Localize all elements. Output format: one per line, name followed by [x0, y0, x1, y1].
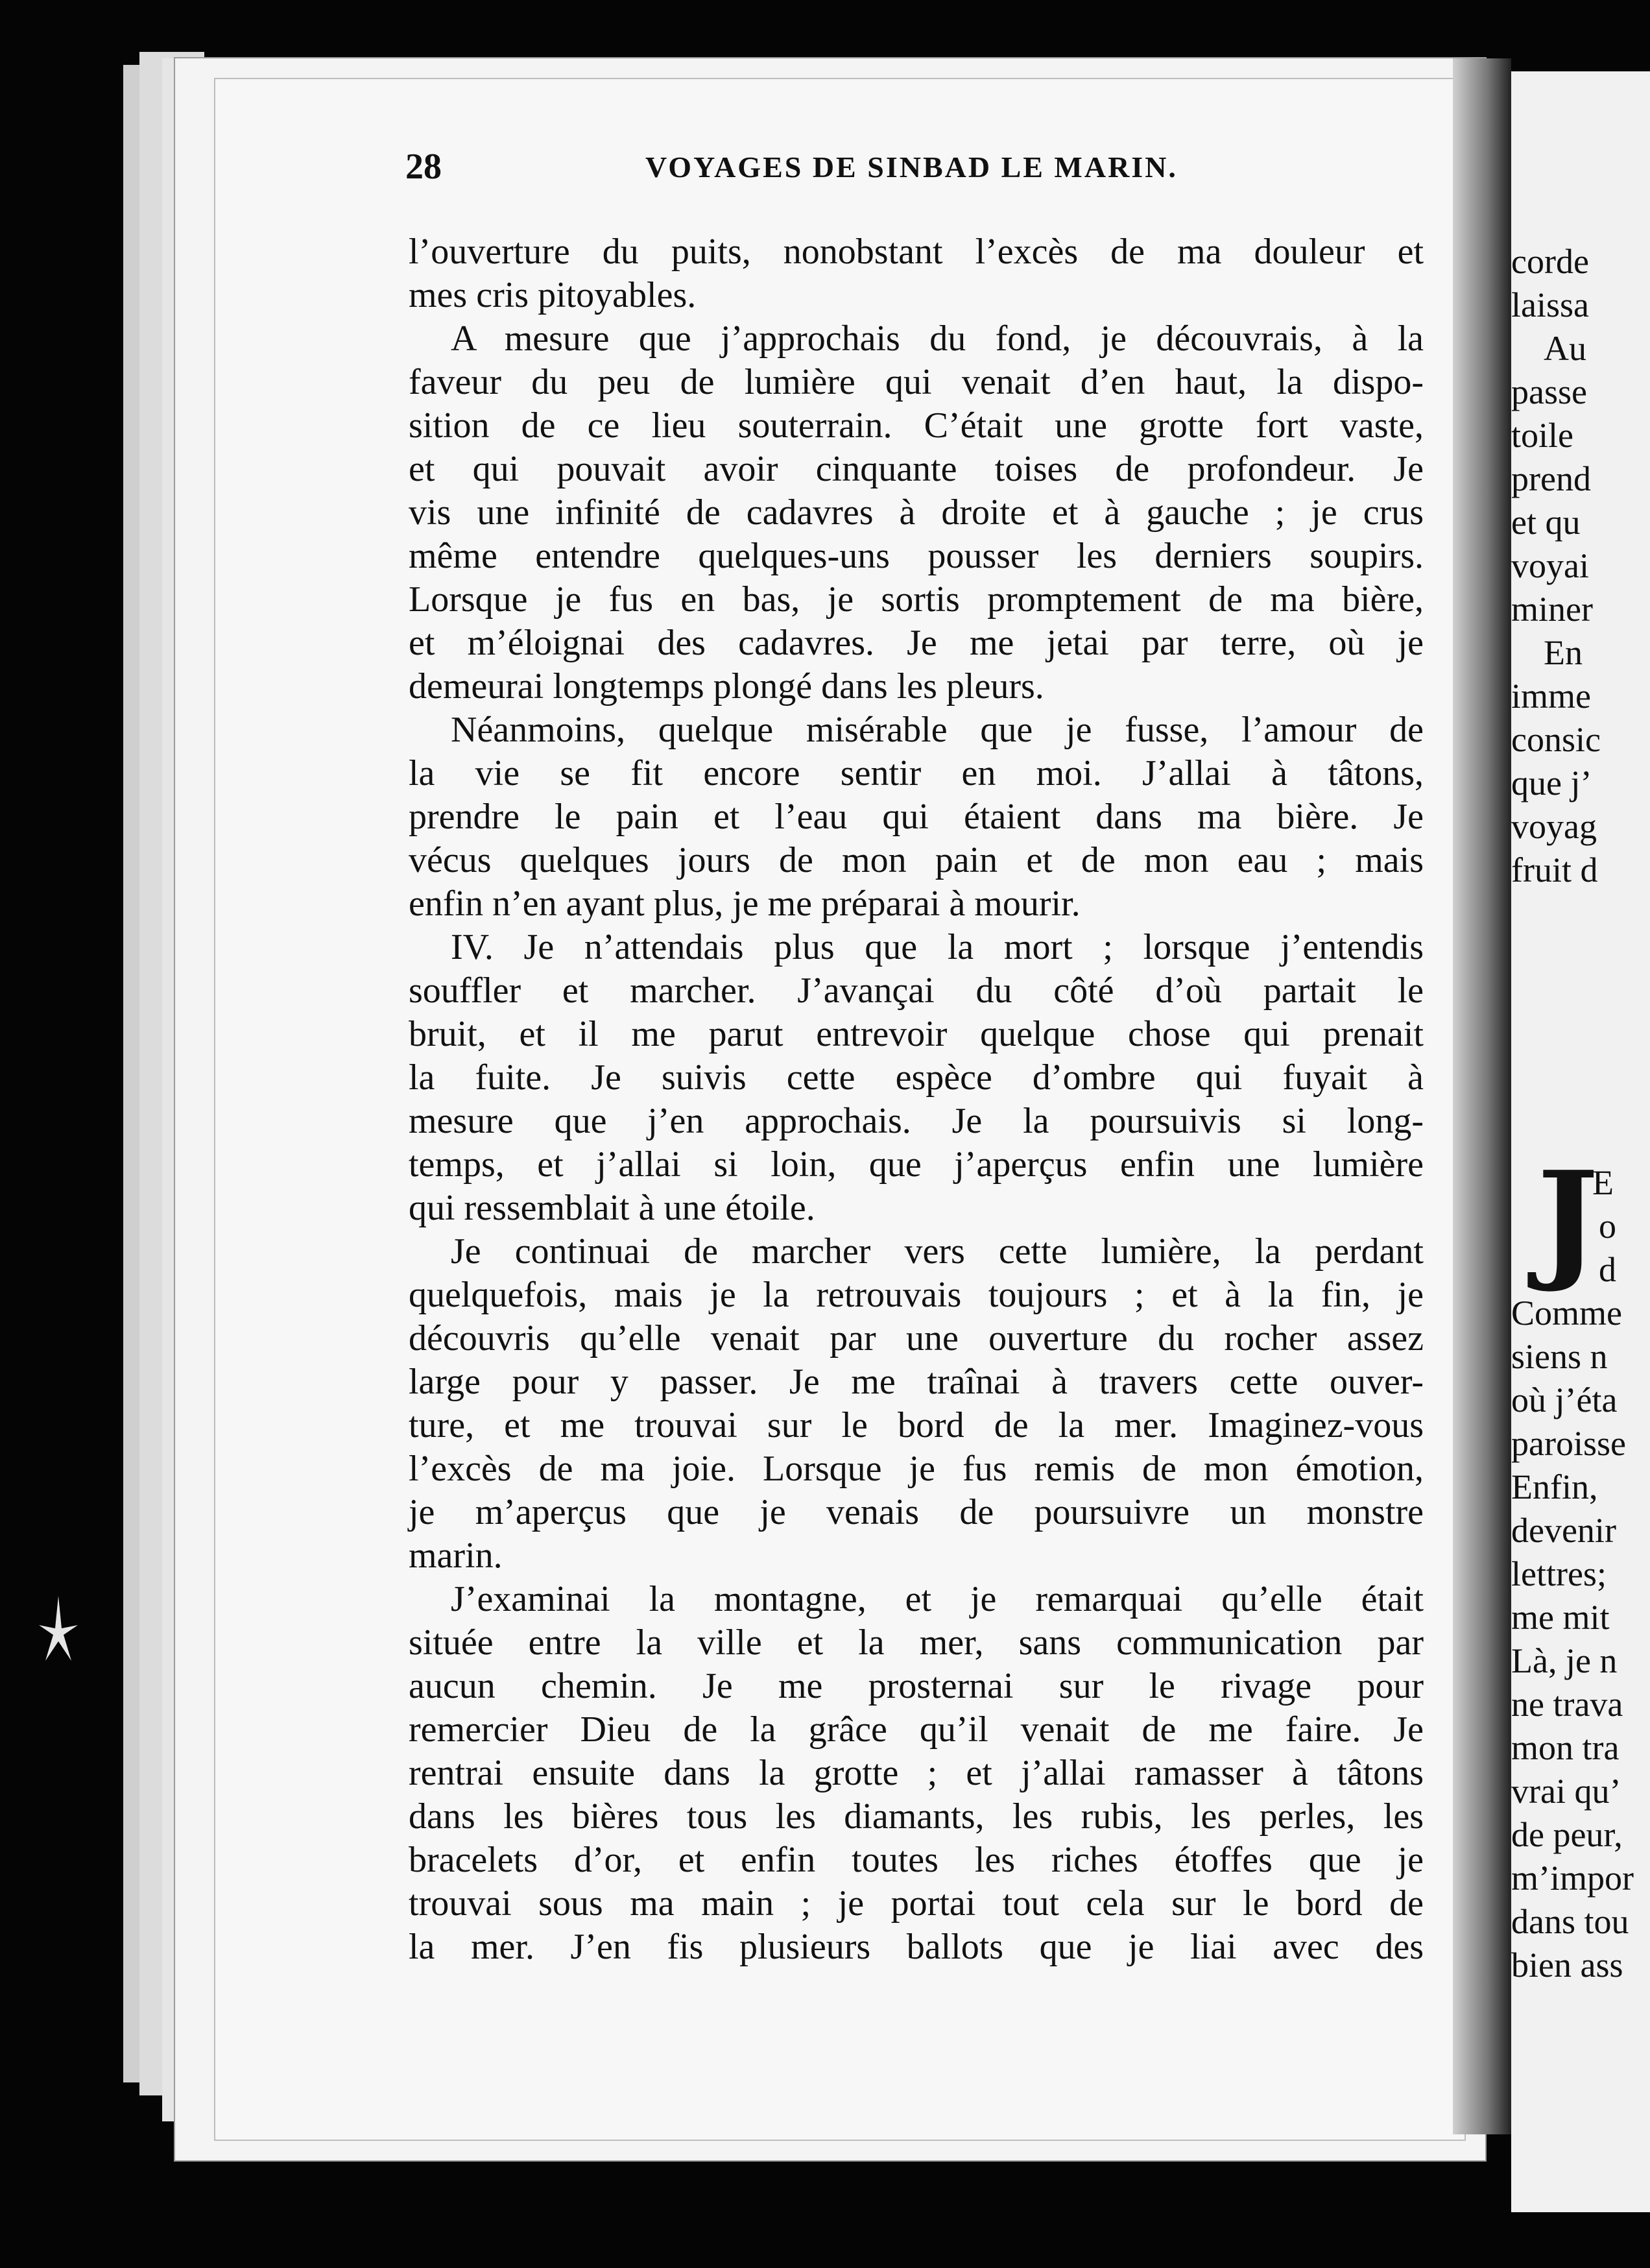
text-line: d	[1599, 1250, 1616, 1289]
margin-mark-icon	[26, 1589, 91, 1667]
text-line: passe	[1511, 372, 1587, 411]
text-line: ne trava	[1511, 1685, 1623, 1724]
text-line: l’excès de ma joie. Lorsque je fus remis de mon émotion,	[409, 1449, 1424, 1489]
text-line: bruit, et il me parut entrevoir quelque chose qui prenait	[409, 1014, 1424, 1054]
running-title: VOYAGES DE SINBAD LE MARIN.	[645, 151, 1178, 184]
text-line: paroisse	[1511, 1424, 1626, 1463]
text-line: Lorsque je fus en bas, je sortis promptement de ma bière,	[409, 579, 1424, 620]
text-line: dans les bières tous les diamants, les rubis, les perles, les	[409, 1796, 1424, 1837]
text-line: remercier Dieu de la grâce qu’il venait de me faire. Je	[409, 1709, 1424, 1750]
text-line: A mesure que j’approchais du fond, je découvrais, à la	[451, 319, 1424, 359]
text-line: devenir	[1511, 1511, 1616, 1550]
page-header	[405, 146, 1424, 198]
text-line: mesure que j’en approchais. Je la poursuivis si long-	[409, 1101, 1424, 1141]
text-line: quelquefois, mais je la retrouvais toujours ; et à la fin, je	[409, 1275, 1424, 1315]
text-line: découvris qu’elle venait par une ouverture du rocher assez	[409, 1318, 1424, 1358]
text-line: Néanmoins, quelque misérable que je fusse, l’amour de	[451, 710, 1424, 750]
right-page-text-bottom	[1511, 1161, 1650, 1987]
text-line: consic	[1511, 720, 1601, 759]
text-line: En	[1544, 633, 1583, 672]
text-line: voyai	[1511, 546, 1589, 585]
text-line: la mer. J’en fis plusieurs ballots que je liai avec des	[409, 1927, 1424, 1967]
text-line: qui ressemblait à une étoile.	[409, 1188, 815, 1228]
text-line: mes cris pitoyables.	[409, 275, 697, 315]
text-line: la vie se fit encore sentir en moi. J’allai à tâtons,	[409, 753, 1424, 793]
text-line: rentrai ensuite dans la grotte ; et j’allai ramasser à tâtons	[409, 1753, 1424, 1793]
text-line: dans tou	[1511, 1902, 1629, 1941]
text-line: toile	[1511, 416, 1573, 455]
text-line: me mit	[1511, 1598, 1610, 1637]
text-line: demeurai longtemps plongé dans les pleurs.	[409, 666, 1044, 706]
text-line: m’impor	[1511, 1859, 1634, 1898]
text-line: marin.	[409, 1536, 503, 1576]
drop-cap: J	[1537, 1143, 1599, 1296]
text-line: bracelets d’or, et enfin toutes les riches étoffes que je	[409, 1840, 1424, 1880]
page-number: 28	[405, 147, 442, 187]
text-line: bien ass	[1511, 1946, 1623, 1984]
text-line: temps, et j’allai si loin, que j’aperçus enfin une lumière	[409, 1144, 1424, 1185]
text-line: vrai qu’	[1511, 1772, 1621, 1811]
text-line: souffler et marcher. J’avançai du côté d’où partait le	[409, 971, 1424, 1011]
text-line: Je continuai de marcher vers cette lumière, la perdant	[451, 1231, 1424, 1272]
text-line: imme	[1511, 677, 1591, 716]
text-line: large pour y passer. Je me traînai à travers cette ouver-	[409, 1362, 1424, 1402]
text-line: enfin n’en ayant plus, je me préparai à mourir.	[409, 884, 1081, 924]
right-page-text-top	[1511, 240, 1650, 892]
text-line: voyag	[1511, 807, 1597, 846]
text-line: laissa	[1511, 285, 1589, 324]
text-line: IV. Je n’attendais plus que la mort ; lorsque j’entendis	[451, 927, 1424, 967]
text-line: située entre la ville et la mer, sans communication par	[409, 1623, 1424, 1663]
text-line: corde	[1511, 242, 1589, 281]
text-line: même entendre quelques-uns pousser les derniers soupirs.	[409, 536, 1424, 576]
text-line: la fuite. Je suivis cette espèce d’ombre qui fuyait à	[409, 1057, 1424, 1098]
text-line: prend	[1511, 459, 1591, 498]
text-line: faveur du peu de lumière qui venait d’en haut, la dispo-	[409, 362, 1424, 402]
text-line: miner	[1511, 590, 1593, 629]
text-line: Au	[1544, 329, 1586, 368]
text-line: de peur,	[1511, 1815, 1623, 1854]
text-line: lettres;	[1511, 1554, 1607, 1593]
text-line: Enfin,	[1511, 1467, 1598, 1506]
text-line: siens n	[1511, 1337, 1608, 1376]
text-line: aucun chemin. Je me prosternai sur le rivage pour	[409, 1666, 1424, 1706]
text-line: et qu	[1511, 503, 1581, 542]
text-line: J’examinai la montagne, et je remarquai qu’elle était	[451, 1579, 1424, 1619]
text-line: l’ouverture du puits, nonobstant l’excès de ma douleur et	[409, 232, 1424, 272]
text-line: ture, et me trouvai sur le bord de la mer. Imaginez-vous	[409, 1405, 1424, 1445]
text-line: trouvai sous ma main ; je portai tout cela sur le bord de	[409, 1883, 1424, 1924]
text-line: vécus quelques jours de mon pain et de mon eau ; mais	[409, 840, 1424, 880]
text-line: fruit d	[1511, 850, 1598, 889]
text-line: prendre le pain et l’eau qui étaient dans ma bière. Je	[409, 797, 1424, 837]
text-line: Là, je n	[1511, 1641, 1618, 1680]
text-line: je m’aperçus que je venais de poursuivre un monstre	[409, 1492, 1424, 1532]
text-line: Comme	[1511, 1294, 1622, 1333]
book-gutter	[1453, 58, 1511, 2134]
body-text	[409, 230, 1424, 1969]
text-line: vis une infinité de cadavres à droite et à gauche ; je crus	[409, 492, 1424, 533]
text-line: où j’éta	[1511, 1381, 1618, 1419]
text-line: que j’	[1511, 764, 1592, 802]
text-line: o	[1599, 1207, 1616, 1246]
text-line: mon tra	[1511, 1728, 1620, 1767]
text-line: sition de ce lieu souterrain. C’était une grotte fort vaste,	[409, 405, 1424, 446]
text-line: et qui pouvait avoir cinquante toises de profondeur. Je	[409, 449, 1424, 489]
text-line: E	[1592, 1163, 1614, 1202]
text-line: et m’éloignai des cadavres. Je me jetai par terre, où je	[409, 623, 1424, 663]
